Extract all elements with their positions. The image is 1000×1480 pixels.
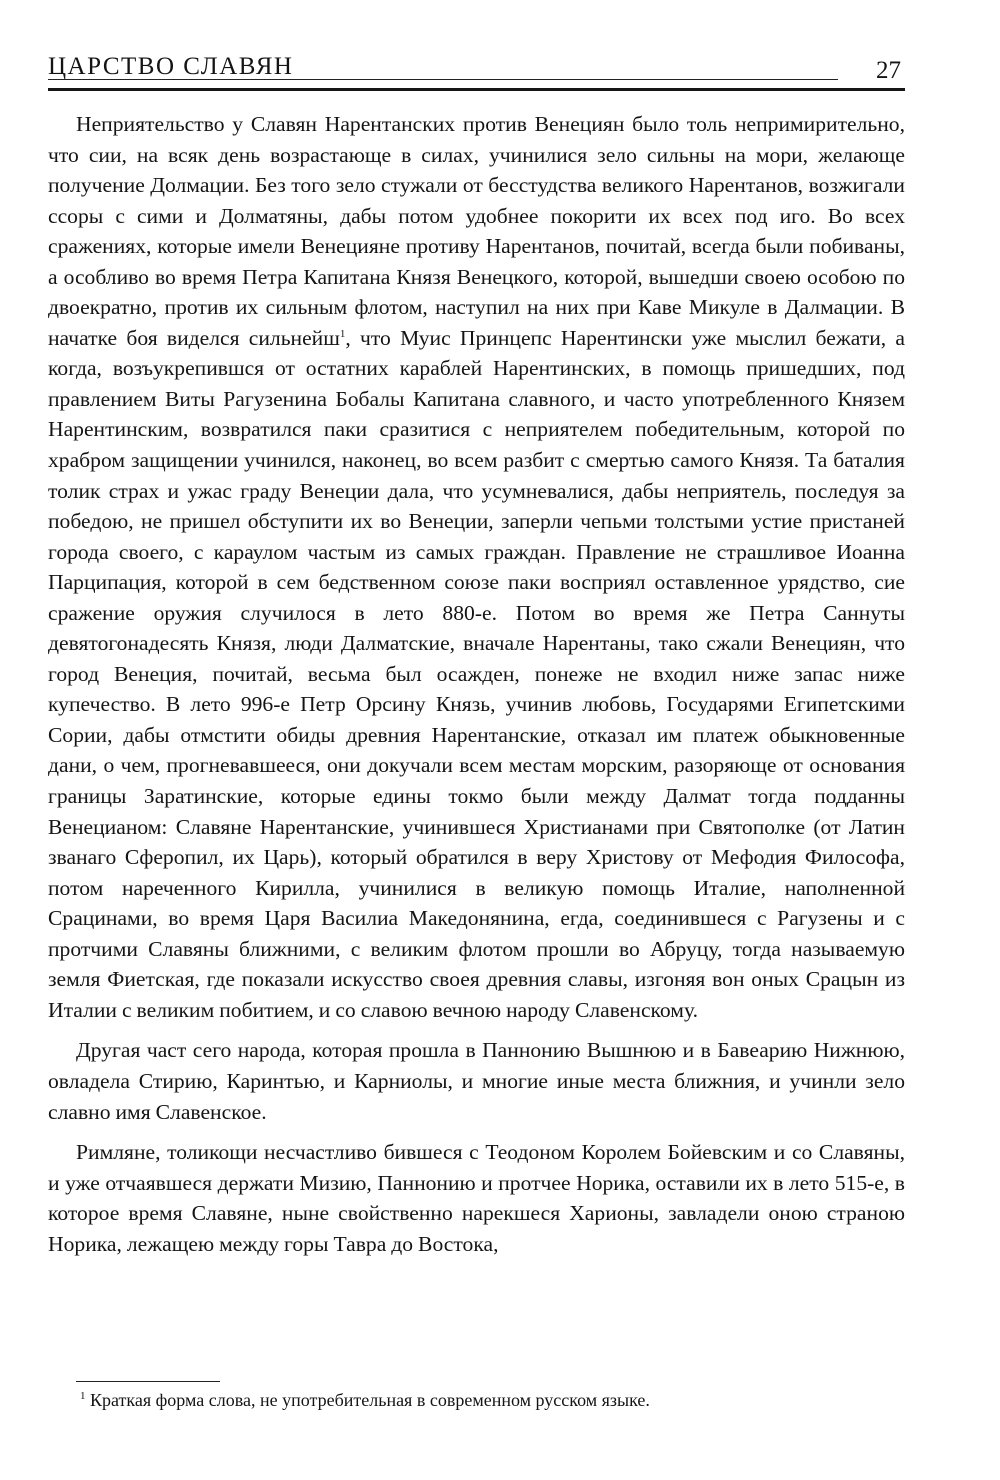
page-body (48, 109, 905, 1259)
running-title: ЦАРСТВО СЛАВЯН (48, 53, 294, 80)
paragraph-2: Другая част сего народа, которая прошла в Паннонию Вышнюю и в Бавеарию Нижнюю, овладела Стирию, Каринтью, и Карниолы, и многие иные места ближния, и учинли зело славно имя Славенское. (48, 1038, 905, 1124)
paragraph-1-text-before-note: Неприятельство у Славян Нарентанских против Венециян было толь непримирительно, что сии, на всяк день возрастающе в силах, учинилися зело сильны на мори, желающе получение Долмации. Без того зело стужали от бесстудства великого Нарентанов, возжигали ссоры с сими и Долматяны, дабы потом удобнее покорити их всех под иго. Во всех сражениях, которые имели Венецияне противу Нарентанов, почитай, всегда были побиваны, а особливо во время Петра Капитана Князя Венецкого, которой, вышедши своею особою по двоекратно, против их сильным флотом, наступил на них при Каве Микуле в Далмации. В начатке боя виделся сильнейш (48, 112, 905, 350)
paragraph-1 (48, 109, 905, 1025)
page-header (48, 46, 905, 90)
footnote-marker: 1 (80, 1390, 86, 1402)
paragraph-3: Римляне, толикощи несчастливо бившеся с Теодоном Королем Бойевским и со Славяны, и уже отчаявшеся держати Мизию, Паннонию и протчее Норика, оставили их в лето 515-е, в которое время Славяне, ныне свойственно нарекшеся Харионы, завладели оною страною Норика, лежащею между горы Тавра до Востока, (48, 1140, 905, 1256)
book-page (48, 46, 905, 1446)
footnote-reference: 1 (339, 327, 346, 340)
page-number: 27 (876, 57, 901, 84)
footnote-text: Краткая форма слова, не употребительная в современном русском языке. (90, 1390, 650, 1410)
footnote (80, 1388, 900, 1412)
paragraph-1-text-after-note: , что Муис Принцепс Нарентински уже мыслил бежати, а когда, возъукрепившся от остатних караблей Нарентинских, в помощь пришедших, под правлением Виты Рагузенина Бобалы Капитана славного, и часто употребленного Князем Нарентинским, возвратился паки сразитися с неприятелем победительным, которой по храбром защищении учинился, наконец, во всем разбит с смертью самого Князя. Та баталия толик страх и ужас граду Венеции дала, что усумневалися, дабы неприятель, последуя за победою, не пришел обступити их во Венеции, заперли чепьми толстыми устие пристаней города своего, с караулом частым из самых граждан. Правление не страшливое Иоанна Парципация, которой в сем бедственном союзе паки восприял оставленное урядство, сие сражение оружия случилося в лето 880-е. Потом во время же Петра Саннуты девятогонадесять Князя, люди Далматские, вначале Нарентаны, тако сжали Венециян, что город Венеция, почитай, весьма был осажден, понеже не входил ниже запас ниже купечество. В лето 996-е Петр Орсину Князь, учинив любовь, Государями Египетскими Сории, дабы отмстити обиды древния Нарентанские, отказал им платеж обыкновенные дани, о чем, прогневавшееся, они докучали всем местам морским, разоряюще от основания границы Заратинские, которые едины токмо были между Далмат тогда подданны Венецианом: Славяне Нарентанские, учинившеся Христианами при Святополке (от Латин званаго Сферопил, их Царь), который обратился в веру Христову от Мефодия Философа, потом нареченного Кирилла, учинилися в великую помощь Италие, наполненной Срацинами, во время Царя Василиа Македонянина, егда, соединившеся с Рагузены и с протчими Славяны ближними, с великим флотом прошли во Абруцу, тогда называемую земля Фиетская, где показали искусство своея древния славы, изгоняя вон оных Срацын из Италии с великим побитием, и со славою вечною народу Славенскому. (48, 325, 905, 1022)
header-rule-thick (48, 88, 905, 91)
header-rule-thin (48, 79, 838, 80)
footnote-rule (76, 1381, 220, 1382)
